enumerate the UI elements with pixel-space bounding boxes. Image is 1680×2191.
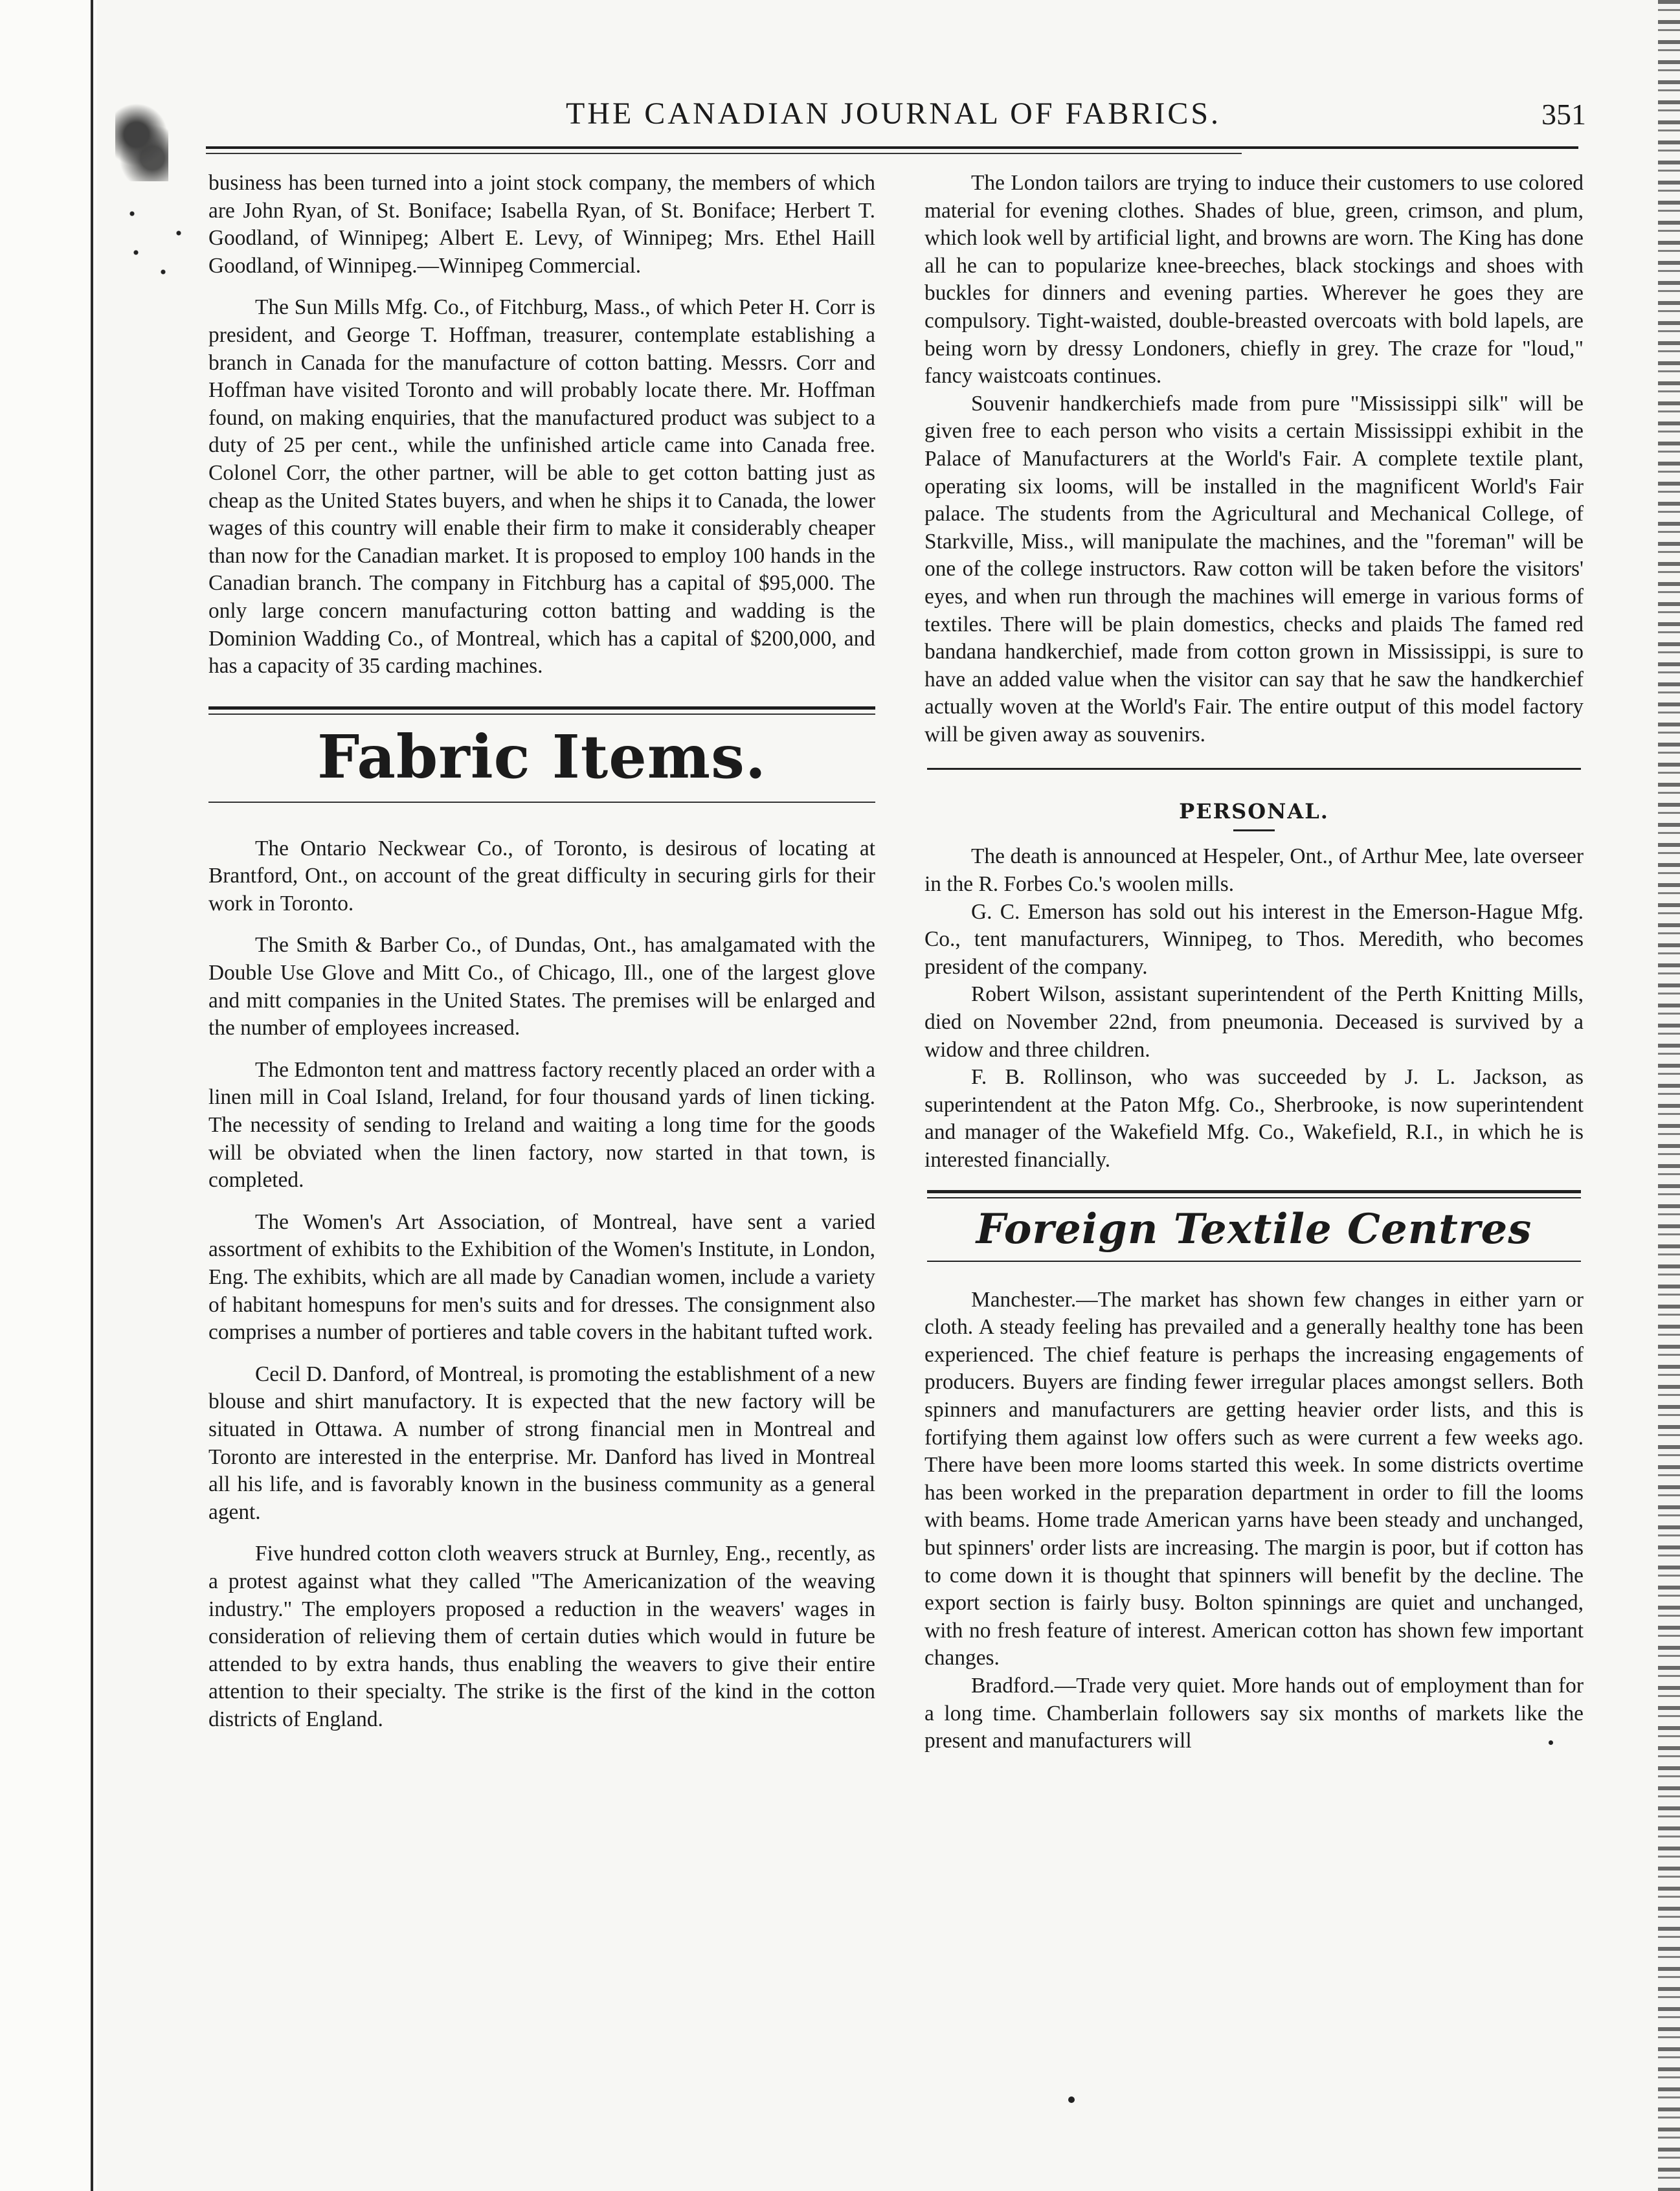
news-item: The Women's Art Association, of Montreal, have sent a varied assortment of exhibits to the Exhibition of the Women's Institute, in London, Eng. The exhibits, which are all made by Canadian women, include a variety of habitant homespuns for men's suits and for dresses. The consignment also comprises a number of portieres and table covers in the habitant tufted work.	[208, 1209, 875, 1345]
page-header	[201, 91, 1586, 142]
section-rule	[208, 706, 875, 710]
paragraph: The London tailors are trying to induce their customers to use colored material for evening clothes. Shades of blue, green, crimson, and plum, which look well by artificial light, and browns are worn. The King has done all he can to popularize knee-breeches, black stockings and shoes with buckles for dinners and evening parties. Wherever he goes they are compulsory. Tight-waisted, double-breasted overcoats with bold lapels, are being worn by dressy Londoners, chiefly in grey. The craze for "loud," fancy waistcoats continues.	[924, 171, 1584, 388]
print-speck	[1549, 1740, 1553, 1745]
section-heading-foreign-textile-centres: Foreign Textile Centres	[976, 1204, 1532, 1253]
market-report: Manchester.—The market has shown few changes in either yarn or cloth. A steady feeling has prevailed and a generally healthy tone has been experienced. The chief feature is perhaps the increasing engagements of producers. Buyers are finding fewer irregular places amongst sellers. Both spinners and manufacturers are getting heavier order lists, and this is fortifying them against low offers such as were current a few weeks ago. There have been more looms started this week. In some districts overtime has been worked in the preparation department in order to fill the looms with beams. Home trade American yarns have been steady and unchanged, but spinners' order lists are increasing. The margin is poor, but if cotton has to come down it is thought that spinners will benefit by the decline. The export section is fairly busy. Bolton spinnings are quiet and unchanged, with no fresh feature of interest. American cotton has shown few important changes.	[924, 1287, 1584, 1670]
personal-item: The death is announced at Hespeler, Ont., of Arthur Mee, late overseer in the R. Forbes Co.'s woolen mills.	[924, 844, 1584, 897]
news-item: Cecil D. Danford, of Montreal, is promoting the establishment of a new blouse and shirt manufactory. It is expected that the new factory will be situated in Ottawa. A number of strong financial men in Montreal and Toronto are interested in the enterprise. Mr. Danford has lived in Montreal all his life, and is favorably known in the business community as a general agent.	[208, 1362, 875, 1524]
personal-item: Robert Wilson, assistant superintendent of the Perth Knitting Mills, died on November 22nd, from pneumonia. Deceased is survived by a widow and three children.	[924, 982, 1584, 1062]
paragraph: business has been turned into a joint stock company, the members of which are John Ryan, of St. Boniface; Isabella Ryan, of St. Boniface; Herbert T. Goodland, of Winnipeg; Albert E. Levy, of Winnipeg; Mrs. Ethel Haill Goodland, of Winnipeg.—Winnipeg Commercial.	[208, 171, 875, 278]
heading-underline	[1233, 829, 1275, 831]
section-heading-fabric-items: Fabric Items.	[317, 721, 767, 792]
news-item: The Ontario Neckwear Co., of Toronto, is desirous of locating at Brantford, Ont., on account of the great difficulty in securing girls for their work in Toronto.	[208, 836, 875, 916]
paragraph: Souvenir handkerchiefs made from pure "Mississippi silk" will be given free to each person who visits a certain Mississippi exhibit in the Palace of Manufacturers at the World's Fair. A complete textile plant, operating six looms, will be installed in the magnificent World's Fair palace. The students from the Agricultural and Mechanical College, of Starkville, Miss., will manipulate the machines, and the "foreman" will be one of the college instructors. Raw cotton will be taken before the visitors' eyes, and when run through the machines will emerge in various forms of textiles. There will be plain domestics, checks and plaids The famed red bandana handkerchief, made from cotton grown in Mississippi, is sure to have an added value when the visitor can say that he saw the handkerchief actually woven at the World's Fair. The entire output of this model factory will be given away as souvenirs.	[924, 391, 1584, 747]
section-heading-personal: PERSONAL.	[1179, 799, 1329, 824]
binding-edge-line	[91, 0, 93, 2191]
paragraph: The Sun Mills Mfg. Co., of Fitchburg, Mass., of which Peter H. Corr is president, and George T. Hoffman, treasurer, contemplate establishing a branch in Canada for the manufacture of cotton batting. Messrs. Corr and Hoffman have visited Toronto and will probably locate there. Mr. Hoffman found, on making enquiries, that the manufactured product was subject to a duty of 25 per cent., while the unfinished article came into Canada free. Colonel Corr, the other partner, will be able to get cotton batting just as cheap as the United States buyers, and when he ships it to Canada, the lower wages of this country will enable their firm to make it considerably cheaper than now for the Canadian market. It is proposed to employ 100 hands in the Canadian branch. The company in Fitchburg has a capital of $95,000. The only large concern manufacturing cotton batting and wadding is the Dominion Wadding Co., of Montreal, which has a capital of $200,000, and has a capacity of 35 carding machines.	[208, 295, 875, 679]
news-item: The Smith & Barber Co., of Dundas, Ont., has amalgamated with the Double Use Glove and Mitt Co., of Chicago, Ill., one of the largest glove and mitt companies in the United States. The premises will be enlarged and the number of employees increased.	[208, 933, 875, 1040]
header-rule	[206, 146, 1578, 149]
personal-item: G. C. Emerson has sold out his interest in the Emerson-Hague Mfg. Co., tent manufacturers, Winnipeg, to Thos. Meredith, who becomes president of the company.	[924, 899, 1584, 979]
header-rule-secondary	[206, 153, 1242, 154]
personal-item: F. B. Rollinson, who was succeeded by J. L. Jackson, as superintendent at the Paton Mfg. Co., Sherbrooke, is now superintendent and manager of the Wakefield Mfg. Co., Wakefield, R.I., in which he is interested financially.	[924, 1065, 1584, 1172]
right-edge-artifact	[1658, 0, 1680, 2191]
market-report: Bradford.—Trade very quiet. More hands out of employment than for a long time. Chamberlain followers say six months of markets like the present and manufacturers will	[924, 1673, 1584, 1753]
left-column	[208, 170, 875, 1734]
scan-specks	[117, 194, 194, 291]
page-number: 351	[1541, 98, 1586, 131]
print-speck	[1068, 2096, 1075, 2103]
ink-blot	[115, 104, 168, 181]
news-item: The Edmonton tent and mattress factory recently placed an order with a linen mill in Coal Island, Ireland, for four thousand yards of linen ticking. The necessity of sending to Ireland and waiting a long time for the goods will be obviated when the linen factory, now started in that town, is completed.	[208, 1057, 875, 1193]
right-column	[924, 170, 1584, 1755]
binding-margin	[0, 0, 97, 2191]
section-rule	[927, 1190, 1581, 1193]
journal-title: THE CANADIAN JOURNAL OF FABRICS.	[565, 96, 1222, 131]
news-item: Five hundred cotton cloth weavers struck at Burnley, Eng., recently, as a protest against what they called "The Americanization of the weaving industry." The employers proposed a reduction in the weavers' wages in consideration of relieving them of certain duties which would in future be attended to by extra hands, thus enabling the weavers to give their entire attention to their specialty. The strike is the first of the kind in the cotton districts of England.	[208, 1542, 875, 1731]
